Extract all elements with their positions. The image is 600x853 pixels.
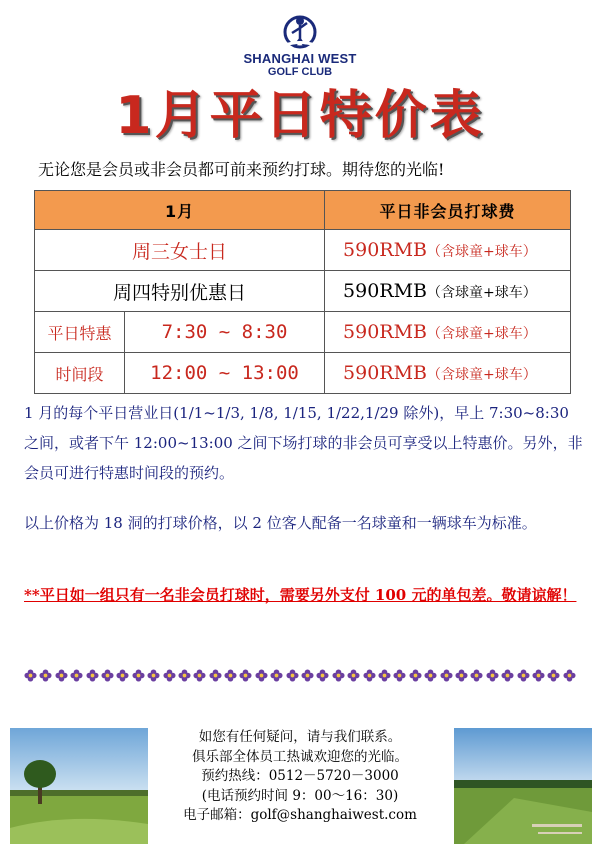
table-row [35, 353, 571, 394]
flower-bead-icon [547, 669, 560, 682]
header-month: 1月 [35, 191, 325, 230]
contact-hours: (电话预约时间 9：00～16：30) [201, 787, 399, 804]
timeslot-morning: 7:30 ~ 8:30 [125, 312, 325, 353]
price-amount: 590RMB [343, 321, 428, 343]
timeslot-label-bottom: 时间段 [35, 353, 125, 394]
logo-subtitle: GOLF CLUB [267, 66, 333, 78]
flower-bead-icon [24, 669, 37, 682]
flower-bead-icon [116, 669, 129, 682]
flower-bead-icon [255, 669, 268, 682]
flower-bead-icon [209, 669, 222, 682]
logo-name: SHANGHAI WEST [243, 51, 357, 66]
decorative-divider [24, 664, 576, 686]
flower-bead-icon [224, 669, 237, 682]
table-row [35, 230, 571, 271]
row-price [325, 353, 571, 394]
flower-bead-icon [409, 669, 422, 682]
flower-bead-icon [301, 669, 314, 682]
golf-course-photo-left [10, 728, 148, 844]
paragraph-price-basis: 以上价格为 18 洞的打球价格，以 2 位客人配备一名球童和一辆球车为标准。 [24, 514, 537, 532]
flower-bead-icon [132, 669, 145, 682]
price-includes: （含球童+球车） [427, 326, 537, 342]
row-label-wednesday: 周三女士日 [35, 230, 325, 271]
timeslot-label-top: 平日特惠 [35, 312, 125, 353]
flower-bead-icon [286, 669, 299, 682]
price-amount: 590RMB [343, 280, 428, 302]
price-amount: 590RMB [343, 239, 428, 261]
header-fee: 平日非会员打球费 [325, 191, 571, 230]
flower-bead-icon [55, 669, 68, 682]
flower-bead-icon [347, 669, 360, 682]
flower-bead-icon [178, 669, 191, 682]
paragraph-surcharge-notice: **平日如一组只有一名非会员打球时，需要另外支付 100 元的单包差。敬请谅解！ [24, 586, 577, 604]
flower-bead-icon [270, 669, 283, 682]
flower-bead-icon [532, 669, 545, 682]
flower-bead-icon [101, 669, 114, 682]
flower-bead-icon [316, 669, 329, 682]
price-includes: （含球童+球车） [427, 244, 537, 260]
contact-line-welcome: 俱乐部全体员工热诚欢迎您的光临。 [192, 748, 408, 765]
price-includes: （含球童+球车） [427, 367, 537, 383]
timeslot-afternoon: 12:00 ~ 13:00 [125, 353, 325, 394]
flower-bead-icon [147, 669, 160, 682]
flower-bead-icon [470, 669, 483, 682]
paragraph-discount-details: 1 月的每个平日营业日(1/1~1/3, 1/8, 1/15, 1/22,1/29 除外)，早上 7:30~8:30 之间，或者下午 12:00~13:00 之间下场打球的非会员可享受以上特惠价。另外，非会员可进行特惠时间段的预约。 [24, 404, 583, 482]
table-header-row [35, 191, 571, 230]
flower-bead-icon [39, 669, 52, 682]
price-includes: （含球童+球车） [427, 285, 537, 301]
row-price [325, 230, 571, 271]
flower-bead-icon [86, 669, 99, 682]
row-price [325, 312, 571, 353]
flower-bead-icon [70, 669, 83, 682]
table-row [35, 271, 571, 312]
flower-bead-icon [163, 669, 176, 682]
flower-bead-icon [378, 669, 391, 682]
golf-course-photo-right [454, 728, 592, 844]
contact-info [160, 728, 440, 826]
flower-bead-icon [193, 669, 206, 682]
contact-line-questions: 如您有任何疑问，请与我们联系。 [198, 729, 402, 745]
golfer-logo-icon [283, 12, 317, 52]
flower-bead-icon [440, 669, 453, 682]
flower-bead-icon [517, 669, 530, 682]
table-row [35, 312, 571, 353]
flower-bead-icon [363, 669, 376, 682]
contact-email: 电子邮箱：golf@shanghaiwest.com [183, 807, 417, 823]
flower-bead-icon [486, 669, 499, 682]
page-title: 1月平日特价表 [115, 86, 485, 146]
flower-bead-icon [332, 669, 345, 682]
row-price [325, 271, 571, 312]
flower-bead-icon [239, 669, 252, 682]
row-label-thursday: 周四特别优惠日 [35, 271, 325, 312]
intro-text: 无论您是会员或非会员都可前来预约打球。期待您的光临! [38, 160, 445, 179]
flower-bead-icon [563, 669, 576, 682]
flower-bead-icon [424, 669, 437, 682]
flower-bead-icon [501, 669, 514, 682]
price-table [34, 190, 571, 394]
flower-bead-icon [393, 669, 406, 682]
flower-bead-icon [455, 669, 468, 682]
club-logo [0, 12, 600, 78]
price-amount: 590RMB [343, 362, 428, 384]
contact-hotline: 预约热线：0512－5720－3000 [201, 768, 399, 784]
